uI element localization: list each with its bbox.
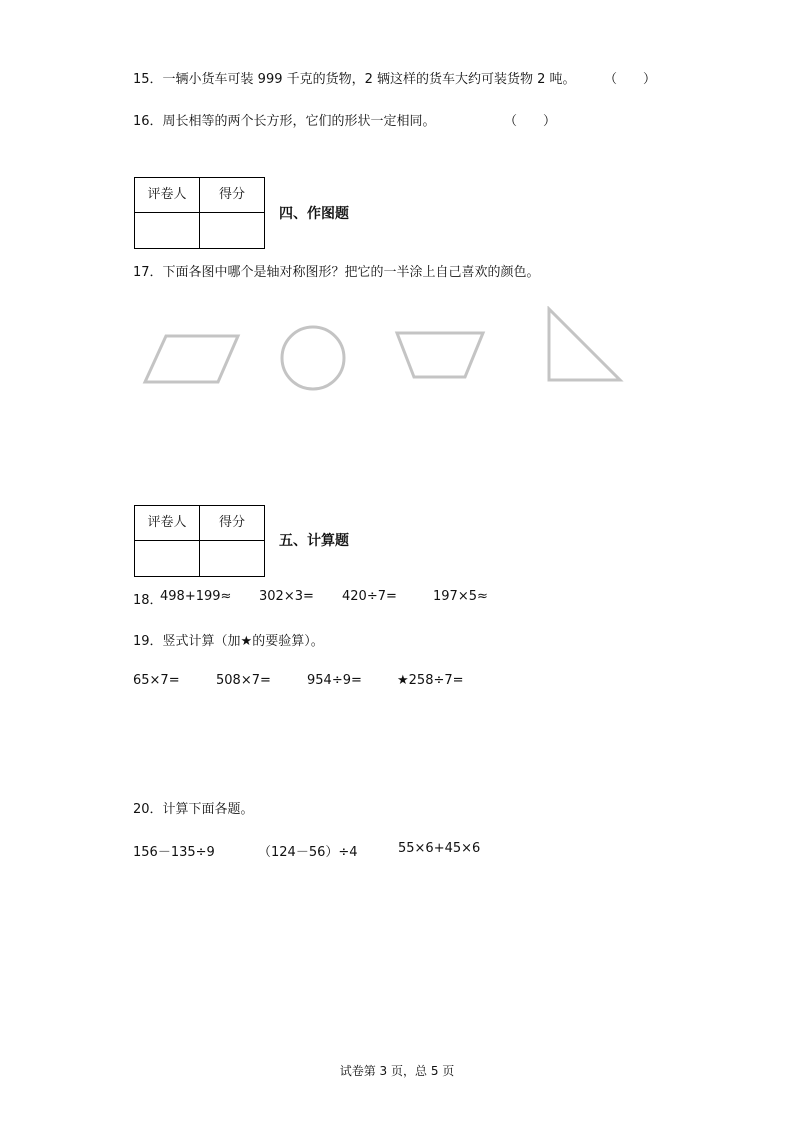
question-18-item: 197×5≈ bbox=[433, 589, 488, 604]
score-header: 得分 bbox=[200, 178, 265, 213]
section-5-title: 五、计算题 bbox=[279, 533, 349, 549]
score-header: 得分 bbox=[200, 506, 265, 541]
section-4-title: 四、作图题 bbox=[279, 206, 349, 222]
question-18-label: 18． bbox=[133, 593, 163, 608]
question-20-item: 55×6+45×6 bbox=[398, 841, 481, 856]
question-17 bbox=[133, 261, 540, 280]
question-18-item: 302×3= bbox=[259, 589, 314, 604]
score-table-section-5 bbox=[134, 505, 265, 577]
question-19-item: 65×7= bbox=[133, 673, 180, 688]
question-19-item: ★258÷7= bbox=[397, 673, 464, 688]
question-17-text: 17．下面各图中哪个是轴对称图形？把它的一半涂上自己喜欢的颜色。 bbox=[133, 265, 540, 280]
parallelogram-shape-icon[interactable] bbox=[140, 330, 244, 386]
question-19: 19．竖式计算（加★的要验算）。 bbox=[133, 634, 324, 649]
question-15-text: 15．一辆小货车可装 999 千克的货物，2 辆这样的货车大约可装货物 2 吨。 bbox=[133, 72, 576, 87]
trapezoid-shape-icon[interactable] bbox=[393, 326, 487, 382]
right-triangle-shape-icon[interactable] bbox=[543, 306, 627, 386]
score-cell[interactable] bbox=[200, 541, 265, 577]
reviewer-header: 评卷人 bbox=[135, 178, 200, 213]
question-19-item: 954÷9= bbox=[307, 673, 362, 688]
question-15 bbox=[133, 68, 576, 87]
question-15-answer-blank[interactable]: （ ） bbox=[604, 72, 657, 87]
page-footer: 试卷第 3 页，总 5 页 bbox=[339, 1064, 455, 1078]
circle-shape-icon[interactable] bbox=[276, 322, 350, 394]
question-18-item: 498+199≈ bbox=[160, 589, 232, 604]
reviewer-cell[interactable] bbox=[135, 541, 200, 577]
reviewer-header: 评卷人 bbox=[135, 506, 200, 541]
question-16 bbox=[133, 110, 436, 129]
question-20: 20．计算下面各题。 bbox=[133, 802, 254, 817]
question-20-item: （124－56）÷4 bbox=[258, 845, 358, 860]
score-table-section-4 bbox=[134, 177, 265, 249]
reviewer-cell[interactable] bbox=[135, 213, 200, 249]
question-20-item: 156－135÷9 bbox=[133, 845, 215, 860]
question-19-item: 508×7= bbox=[216, 673, 271, 688]
score-cell[interactable] bbox=[200, 213, 265, 249]
question-16-text: 16．周长相等的两个长方形，它们的形状一定相同。 bbox=[133, 114, 436, 129]
question-16-answer-blank[interactable]: （ ） bbox=[504, 114, 557, 129]
question-18-item: 420÷7= bbox=[342, 589, 397, 604]
